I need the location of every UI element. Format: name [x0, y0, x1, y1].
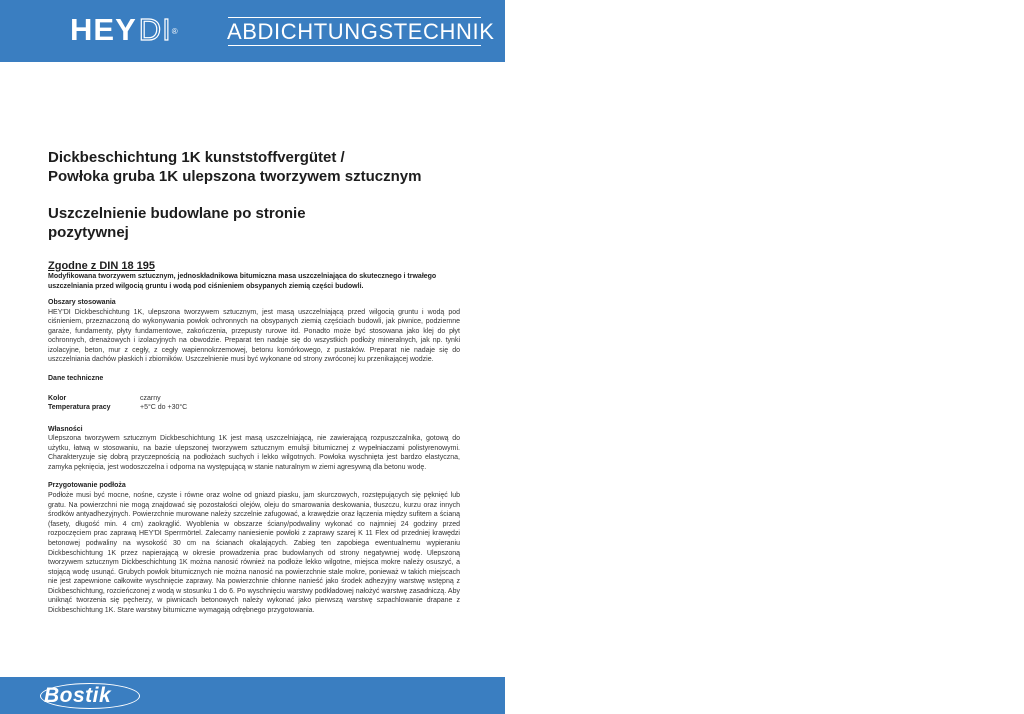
- logo-hey-text: HEY: [70, 12, 137, 47]
- section-title-properties: Własności: [48, 425, 83, 433]
- intro-paragraph: Modyfikowana tworzywem sztucznym, jednoskładnikowa bitumiczna masa uszczelniająca do skutecznego i trwałego uszczelniania przed wilgocią gruntu i wodą pod ciśnieniem obsypanych ziemią części budowli.: [48, 273, 437, 290]
- document-body: [48, 148, 460, 625]
- technical-data-title: Dane techniczne: [48, 375, 104, 383]
- section-title-substrate: Przygotowanie podłoża: [48, 482, 126, 490]
- technical-data-table: [48, 394, 460, 413]
- technical-data-key: Temperatura pracy: [48, 404, 111, 412]
- section-text-application: HEY'DI Dickbeschichtung 1K, ulepszona tworzywem sztucznym, jest masą uszczelniającą przed wilgocią gruntu i wodą pod ciśnieniem, przeznaczoną do wykonywania powłok ochronnych na obsypanych ziemią częściach budowli, jak piwnice, podziemne garaże, fundamenty, płyty fundamentowe, zakończenia, przepusty rurowe itd. Ponadto może być stosowana jako klej do płyt ochronnych, drenażowych i izolacyjnych na obwodzie. Preparat ten nadaje się do wszystkich podłoży mineralnych, jak np. tynki izolacyjne, beton, mur z cegły, z cegły wapiennokrzemowej, betonu komórkowego, z pustaków. Preparat nie nadaje się do uszczelniania dachów płaskich i zbiorników. Uszczelnienie musi być wykonane od strony zwróconej ku przenikającej wodzie.: [48, 308, 460, 364]
- title-line-2: Powłoka gruba 1K ulepszona tworzywem sztucznym: [48, 168, 422, 185]
- subtitle-line-2: pozytywnej: [48, 224, 129, 241]
- tagline: ABDICHTUNGSTECHNIK: [227, 19, 495, 44]
- section-text-substrate: Podłoże musi być mocne, nośne, czyste i równe oraz wolne od gniazd piasku, jam skurczowych, rozstępujących się pęknięć lub gratu. Na powierzchni nie mogą znajdować się pozostałości olejów, oleju do smarowania deskowania, tłuszczu, kurzu oraz innych środków antyadhezyjnych. Powierzchnie murowane należy szczelnie zafugować, a krawędzie oraz łączenia między sufitem a ścianą (fasety, długość min. 4 cm) zaokrąglić. Wyoblenia w obszarze ściany/podwaliny wykonać co najmniej 24 godziny przed rozpoczęciem prac zaprawą HEY'DI Sperrmörtel. Zalecamy naniesienie powłoki z zaprawy szarej K 11 Flex od przedniej krawędzi betonowej podwaliny na wysokość 30 cm na ścianach okalających. Zabieg ten zapobiega ewentualnemu wypieraniu Dickbeschichtung 1K przez napierającą w okresie prowadzenia prac budowlanych od strony negatywnej wodę. Ulepszoną tworzywem sztucznym Dickbeschichtung 1K można nanosić również na podłoże lekko wilgotne, miejsca mokre należy osuszyć, a stojącą wodę usunąć. Grubych powłok bitumicznych nie można nanosić na powierzchnie stale mokre, ponieważ w takich miejscach nie jest zapewnione całkowite wyschnięcie zaprawy. Na powierzchnie chłonne nanieść jako środek adhezyjny warstwę wstępną z Dickbeschichtung, rozcieńczonej z wodą w stosunku 1 do 6. Po wyschnięciu warstwy podkładowej nałożyć warstwę zasadniczą. Aby uniknąć tworzenia się pęcherzy, w piwnicach betonowych należy wykonać jako pierwszą warstwę szpachlowanie drapane z Dickbeschichtung 1K. Stare warstwy bitumiczne wymagają odrębnego przygotowania.: [48, 491, 460, 615]
- tagline-rule-bottom: [228, 45, 481, 46]
- footer-banner: [0, 677, 505, 714]
- din-conformity: Zgodne z DIN 18 195: [48, 260, 155, 272]
- technical-data-key: Kolor: [48, 394, 67, 402]
- subtitle-line-1: Uszczelnienie budowlane po stronie: [48, 205, 306, 222]
- logo-registered-mark: ®: [171, 27, 179, 36]
- document-title: [48, 148, 460, 186]
- document-subtitle: [48, 204, 460, 242]
- technical-data-row: [48, 403, 460, 413]
- technical-data-row: [48, 394, 460, 404]
- technical-data-value: czarny: [140, 394, 161, 402]
- section-title-application: Obszary stosowania: [48, 299, 116, 306]
- logo-di-text: DI: [138, 12, 172, 47]
- bostik-logo: Bostik: [44, 684, 112, 707]
- section-text-properties: Ulepszona tworzywem sztucznym Dickbeschichtung 1K jest masą uszczelniającą, nie zawierającą rozpuszczalnika, gotową do użytku, łatwą w stosowaniu, na bazie ulepszonej tworzywem sztucznym emulsji bitumicznej z wypełniaczami polistyrenowymi. Charakteryzuje się dobrą przyczepnością na podłożach suchych i lekko wilgotnych. Powłoka wyschnięta jest bardzo elastyczna, zamyka pęknięcia, jest wodoszczelna i odporna na występującą w stanie naturalnym w ziemi agresywną dla betonu wodę.: [48, 435, 460, 471]
- title-line-1: Dickbeschichtung 1K kunststoffvergütet /: [48, 149, 345, 166]
- header-banner: [0, 0, 505, 62]
- technical-data-value: +5°C do +30°C: [140, 404, 188, 412]
- heydi-logo: [70, 12, 179, 48]
